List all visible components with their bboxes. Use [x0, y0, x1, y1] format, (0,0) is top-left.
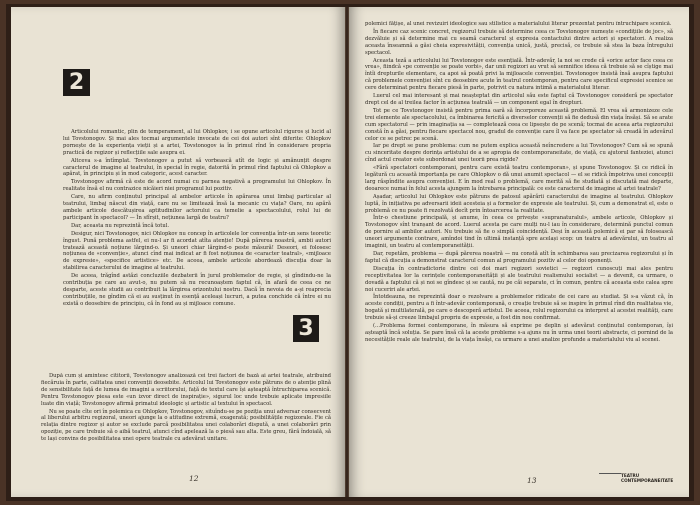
- left-page: [11, 7, 345, 497]
- paragraph: După cum și amintesc cititorii, Tovstonogov analizează cei trei factori de bază ai artei teatrale, atribuind fiecăruia în parte, calitatea unei convenții deosebite. Articolul lui Tovstonogov este pătruns de o atenție plină de sensibilitate față de lumea de imagini a scriitorului, față de textul care își așteaptă întruchiparea scenică. Pentru Tovstonogov piesa este «un izvor direct de inspirație», sigurul loc unde trebuie aplicate impresiile luate din viață; Tovstonogov afirmă primatul ideologic și artistic al textului în spectacol.: [41, 373, 331, 407]
- paragraph: (...Problema formei contemporane, în măsura să exprime pe deplin și adevărat conținutul contemporan, își așteaptă încă soluția. Se pare însă că la aceste probleme s-a ajuns nu în urma unei teorii abstracte, ci pornind de la necesitățile reale ale teatrului, de la viața însăși, ca urmare a unei analize profunde a materialului viu al scenei.: [365, 323, 673, 343]
- paragraph: Tovstonogov afirmă că este de acord numai cu parnea negativă a programului lui Ohlopkov. În realitate însă el nu contrazice nicăieri niei programul lui pozitiv.: [63, 179, 331, 193]
- running-footer-title: [621, 473, 685, 483]
- paragraph: Întotdeauna, ne reprezintă doar o rezolvare a problemelor ridicate de cei care au studiat. Și s-a văzut că, în aceste condiții, pentru a fi într-adevăr contemporană, o creație trebuie să se inspire în primul rînd din realitatea vie, bogată și multilaterală, pe care o descoperă artistul. De aceea, rolul regizorului ca interpret al acestei realități, care trebuie să-și creeze limbajul propriu de expresie, a fost din nou confirmat.: [365, 294, 673, 322]
- book-spread: [6, 4, 694, 501]
- footer-title-line: TEATRU: [621, 473, 640, 478]
- section-number-box: 2: [63, 69, 90, 96]
- footer-rule: [599, 473, 621, 474]
- paragraph: Discuția în contradictorie dintre cei doi mari regizori sovietici — regizori cunoscuți mai ales pentru receptivitatea lor la cerințele contemporaneității și ale teatrului realismului socialist — a devenit, ca urmare, o dovadă a faptului că și noi se gîndesc și se caută, nu pe căi separate, ci în comun, pentru că aceasta este calea spre noi cuceriri ale artei.: [365, 265, 673, 293]
- footer-title-line: CONTEMPORANEITATE: [621, 478, 674, 483]
- right-main-column: [365, 21, 673, 477]
- paragraph: «Fără spectatori contemporani, pentru care există teatru contemporan», și spune Tovstonogov. Și ce ridică în legătură cu această importanța pe care Ohlopkov o dă unui anumit spectacol — el se ridică împotriva unei concepții larg răspîndite asupra convenției. E în mod real o problemă, care merită să fie studiată și discutată mai departe, deoarece numai în felul acesta ajungem la întrebarea principală: ce este caracterul de imagine al artei teatrale?: [365, 165, 673, 192]
- right-page: [349, 7, 689, 497]
- paragraph: polemici fățișe, al unei revizuiri ideologice sau stilistice a materialului literar prezentat pentru întruchipare scenică.: [365, 21, 672, 27]
- paragraph: Altceva s-a întîmplat. Tovstonogov a putut să vorbească atît de logic și amănunțit despre caracterul de imagine al teatrului, în special în regie, datorită în primul rînd faptului că Ohlopkov a apărat, în principiu și în mod categoric, acest caracter.: [63, 157, 331, 178]
- paragraph: Iar pe drept se pune problema: cum ne putem explica această neîncredere a lui Tovstonogov? Cum să se spună cu sinceritate despre dorința artistului de a se apropia de contemporaneitate, de viață, cu ajutorul fanteziei, atunci cînd actul creator este subordonat unei teorii prea rigide?: [365, 143, 673, 164]
- paragraph: De aceea, trăgînd astăzi concluziile dezbaterii în jurul problemelor de regie, și gîndindu-ne la contribuția pe care au avut-o, nu putem să nu recunoaștem faptul că, în afară de ceea ce ne desparte, aceste studii au contribuit la lărgirea orizontului nostru. Dacă în nevoia de a-și reaprecia contribuțiile, ne gîndim că ei au susținut în esență aceleași lucruri, a putea conchide că între ei nu există o deosebire de principiu, că în fond au și mijloace comune.: [63, 273, 331, 307]
- left-top-column: [63, 129, 331, 347]
- paragraph: Care, nu afirm conținutul principal al ambelor articole în apărarea unui limbaj particular al teatrului, limbaj născut din viață, care nu se limitează însă la mecanic cu viața? Oare, nu apără ambele articole descătușirea aptitudinilor actorului ca temelie a spectacolului, rolul lui de participant în spectacol? — În sfîrșit, nețiunea largă de teatru?: [63, 194, 331, 221]
- paragraph: Luerul cel mai interesant și mai neașteptat din articolul său este faptul că Tovstonogov consideră pe spectator drept cel de al treilea factor în acțiunea teatrală — un component egal în drepturi.: [365, 93, 673, 106]
- paragraph: Nu se poate cîte ori în polemica cu Ohlopkov, Tovstonogov, situîndu-se pe poziția unui adversar consecvent al liberului arbitru regizoral, uneori ajunge la o atitudine extremă, exagerată; posibilitățile regizorale. Fie că relația dintre regizor și autor se exclude parcă posibilitatea unei colaborări dispută, a unei colaborări prin opoziție, pe care trebuie să o aibă teatrul, atunci cînd apelează la o piesă sau alta. Este greu, fără îndoială, să te lași convins de posibilitatea unei opere teatrale cu adevărat unitare.: [41, 408, 331, 443]
- page-number: 12: [189, 474, 199, 483]
- paragraph: Desigur, nici Tovstonogov, nici Ohlopkov nu concep în articolele lor convenția într-un sens teoretic îngust. Pună problema astfel, ei nu-l ar fi acordat atîta atenție! După părerea noastră, ambii autori tratează această noțiune lărgind-o. Și uneori chiar lărgind-o peste măsură! Deseori, ei folosesc noțiunea de «convenție», atunci cînd mai indicat ar fi fost noțiunea de «caracter teatral», «mijloace de expresie», «specifice artistice» etc. De aceea, ambele articole abordează discuția doar la stabilirea caracterului de imagine al teatrului.: [63, 230, 331, 272]
- paragraph: Dar, aceasta nu reprezintă încă totul.: [71, 222, 170, 229]
- paragraph: Articolului romantic, plin de temperament, al lui Ohlopkov, i se opune articolul riguros și lucid al lui Tovstonogov. Și mai ales tocmai argumentele invocate de cei doi autori sînt diferite: Ohlopkov pornește de la experiența vieții și a artei, Tovstonogov ia în primul rînd în considerare propria practică de regizor și reflecțiile sale asupra ei.: [63, 129, 331, 156]
- left-bottom-column: [41, 373, 331, 465]
- paragraph: Tot pe ce Tovstonogov insistă pentru prima oară să încorporeze această problemă. El vrea să armonizeze cele trei elemente ale spectacolului, ca îmbinarea fericită a diverselor convenții să fie dedusă din viața însăși. Să se arate cum spectatorul — prin imaginația sa — completează ceea ce lipsește de pe scenă; tocmai de aceea arta regizorului constă în a găsi, pentru fiecare spectacol nou, gradul de convenție care îl va face pe spectator să creadă în adevărul celor ce se petrec pe scenă.: [365, 107, 673, 142]
- page-number: 13: [527, 476, 537, 485]
- section-number-box: 3: [293, 315, 319, 342]
- paragraph: Într-o chestiune principală, și anume, în ceea ce privește «supranaturalul», ambele articole, Ohlopkov și Tovstonogov sînt tranșant de acord. Luerul acesta pe care mulți nu-l iau în considerare, determină punctul comun de pornire al ambilor autori. Nu trebuie să fie o simplă coincidență. Deși în această polemică ei par să folosească uneori argumente contrare, amîndoi tind în ultimă instanță spre același scop: un teatru al adevărului, un teatru al imaginii, un teatru al contemporaneității.: [365, 215, 673, 250]
- paragraph: Dar, repetăm, problema — după părerea noastră — nu constă atît în schimbarea sau precizarea regizorului și în faptul că discuția a demonstrat caracterul comun al programului pozitiv al celor doi oponenți.: [365, 251, 673, 264]
- paragraph: Aceasta teză a articolului lui Tovstonogov este esențială. Într-adevăr, la noi se crede că «orice actor face ceea ce vrea», fiindcă «pe convenție se poate vorbi», dar unii regizori au vrut să semnifice ideea că trebuie să se cîștige mai întîi drepturile elementare, ca apoi să poată privi la mijloacele convenției. Tovstonogov insistă însă asupra faptului că problemele convenției sînt cu deosebire acute în teatrul contemporan, pentru care specificul expresiei scenice se cere determinat pentru fiecare piesă în parte, potrivit cu natura intimă a materialului literar.: [365, 57, 673, 92]
- paragraph: În fiecare caz scenic concret, regizorul trebuie să determine ceea ce Tovstonogov numește «condițiile de joc», să dezvăluie și să determine mai cu seamă caracterul și expresia contactului dintre actori și spectatori. A realiza aceasta înseamnă a găsi cheia expresivității, convenția unică, justă, precisă, ce trebuie să stea la baza întregului spectacol.: [365, 28, 673, 56]
- paragraph: Așadar, articolul lui Ohlopkov este pătruns de patosul apărării caracterului de imagine al teatrului. Ohlopkov luptă, în inițiativa pe adversarii ideii acesteia și a formelor de expresie ale teatrului. Și, cum a demonstrat el, este o problemă ce nu poate fi rezolvată decît prin întoarcerea la realitate.: [365, 193, 673, 214]
